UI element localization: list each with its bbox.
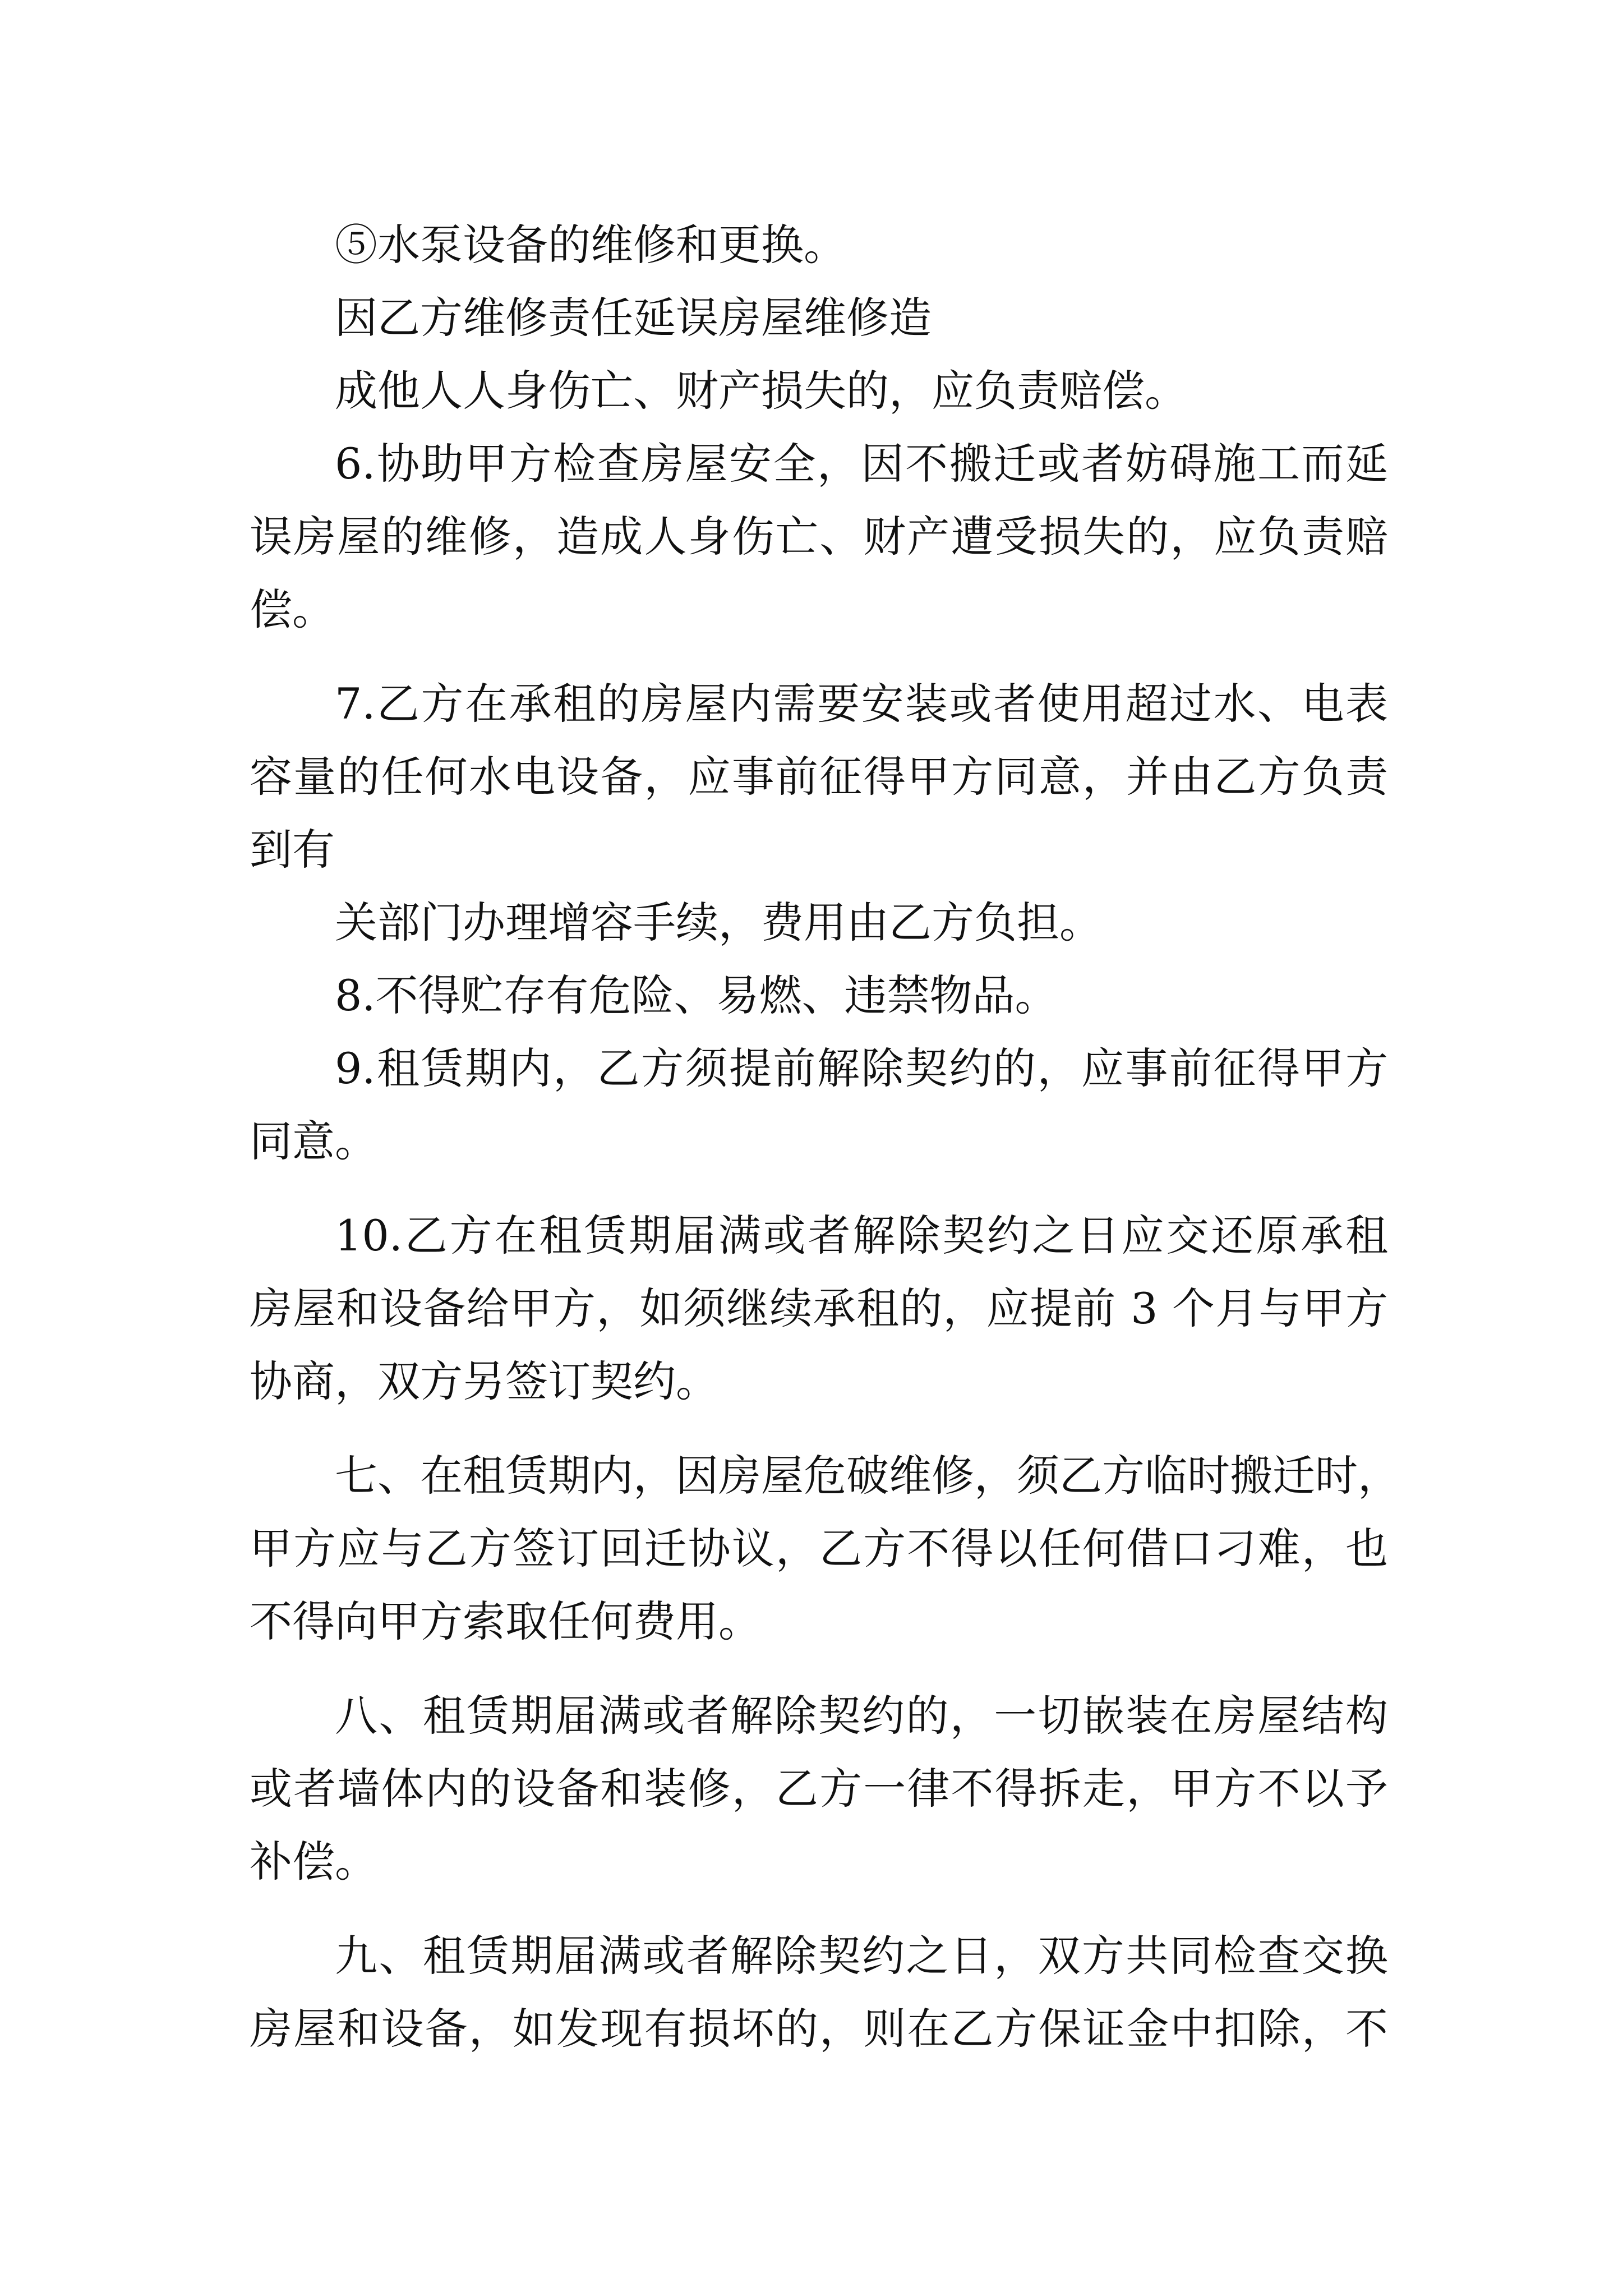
paragraph bbox=[250, 1920, 1388, 2065]
paragraph bbox=[250, 1032, 1388, 1178]
paragraph bbox=[250, 886, 1388, 959]
text-line: 10.乙方在租赁期届满或者解除契约之日应交还原承租 bbox=[335, 1211, 1388, 1260]
text-line: 关部门办理增容手续，费用由乙方负担。 bbox=[335, 898, 1102, 947]
document-body bbox=[250, 209, 1400, 2065]
text-line: 九、租赁期届满或者解除契约之日，双方共同检查交换 bbox=[335, 1931, 1388, 1981]
text-line: 七、在租赁期内，因房屋危破维修，须乙方临时搬迁时， bbox=[335, 1451, 1400, 1501]
text-line: 因乙方维修责任延误房屋维修造 bbox=[335, 293, 932, 343]
text-line: 协商，双方另签订契约。 bbox=[250, 1356, 718, 1406]
text-line: 8.不得贮存有危险、易燃、违禁物品。 bbox=[335, 970, 1058, 1020]
text-line: 八、租赁期届满或者解除契约的，一切嵌装在房屋结构 bbox=[335, 1691, 1388, 1741]
paragraph bbox=[250, 1199, 1388, 1418]
text-line: 误房屋的维修，造成人身伤亡、财产遭受损失的，应负责赔 bbox=[250, 512, 1388, 562]
text-line: 房屋和设备，如发现有损坏的，则在乙方保证金中扣除，不 bbox=[250, 2004, 1388, 2054]
text-line: 房屋和设备给甲方，如须继续承租的，应提前 3 个月与甲方 bbox=[250, 1283, 1388, 1333]
paragraph bbox=[250, 282, 1388, 355]
text-line: 7.乙方在承租的房屋内需要安装或者使用超过水、电表 bbox=[335, 679, 1388, 729]
text-line: 偿。 bbox=[250, 585, 335, 634]
text-line: 9.租赁期内，乙方须提前解除契约的，应事前征得甲方 bbox=[335, 1043, 1388, 1093]
text-line: 不得向甲方索取任何费用。 bbox=[250, 1596, 761, 1646]
text-line: ⑤水泵设备的维修和更换。 bbox=[335, 220, 846, 270]
paragraph bbox=[250, 427, 1388, 646]
text-line: 到有 bbox=[250, 825, 335, 875]
paragraph bbox=[250, 209, 1388, 282]
text-line: 甲方应与乙方签订回迁协议，乙方不得以任何借口刁难，也 bbox=[250, 1524, 1388, 1573]
text-line: 或者墙体内的设备和装修，乙方一律不得拆走，甲方不以予 bbox=[250, 1764, 1388, 1814]
paragraph bbox=[250, 959, 1388, 1032]
text-line: 6.协助甲方检查房屋安全，因不搬迁或者妨碍施工而延 bbox=[335, 439, 1388, 489]
text-line: 成他人人身伤亡、财产损失的，应负责赔偿。 bbox=[335, 366, 1187, 416]
paragraph bbox=[250, 355, 1388, 427]
paragraph bbox=[250, 1680, 1388, 1898]
text-line: 补偿。 bbox=[250, 1837, 377, 1887]
text-line: 容量的任何水电设备，应事前征得甲方同意，并由乙方负责 bbox=[250, 752, 1388, 802]
paragraph bbox=[250, 1439, 1400, 1658]
text-line: 同意。 bbox=[250, 1116, 377, 1166]
paragraph bbox=[250, 668, 1388, 886]
